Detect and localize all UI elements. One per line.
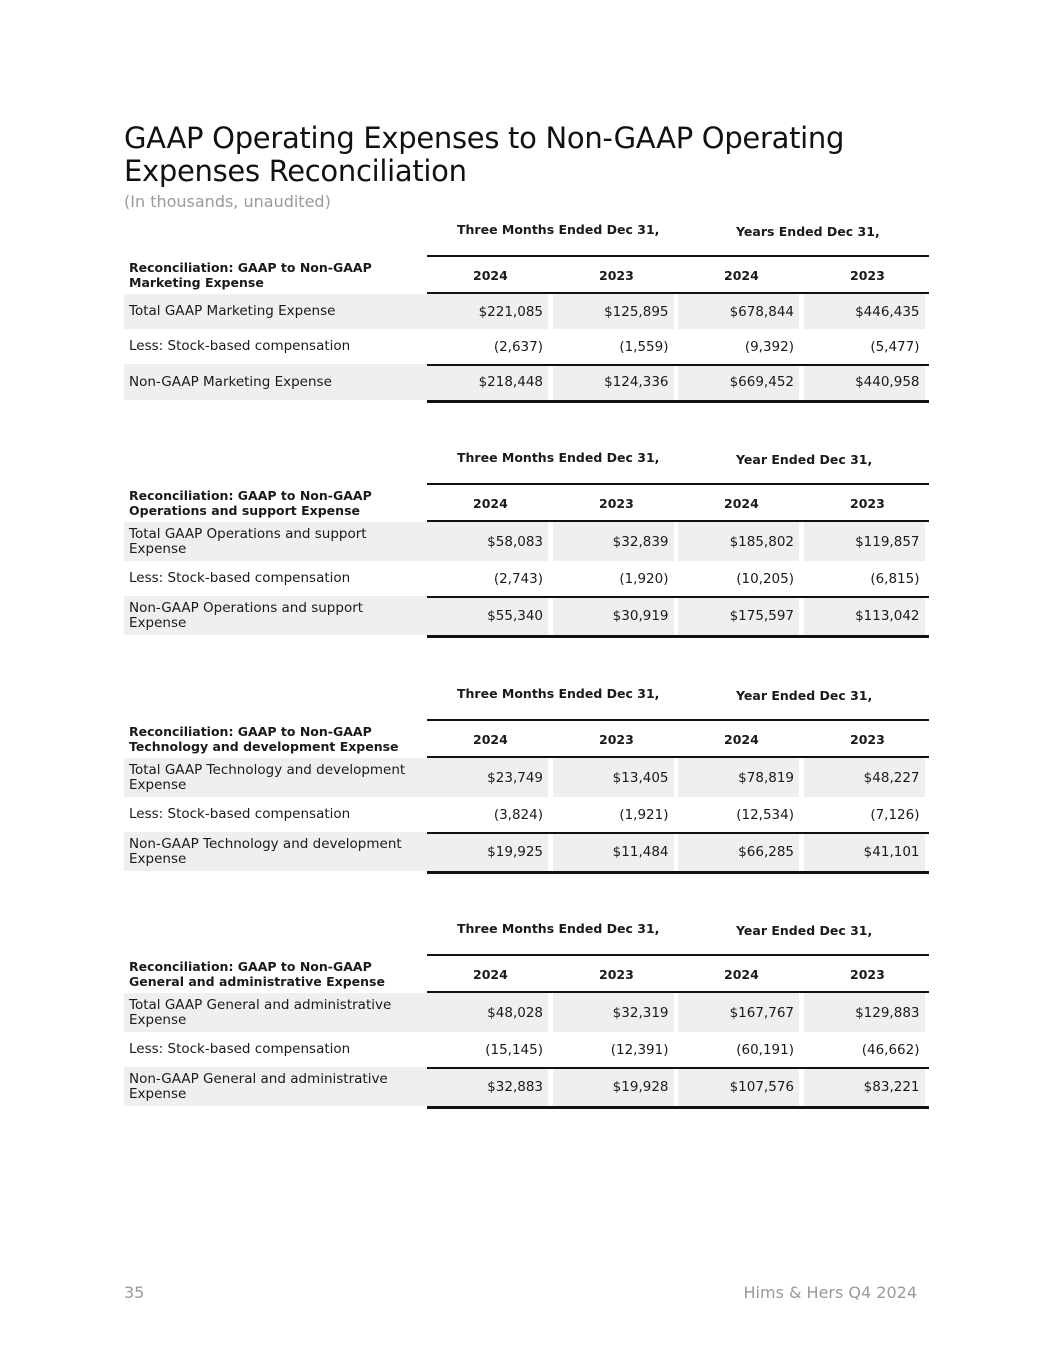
year-column-header: 2024 [473, 732, 508, 747]
stock-comp-row [124, 1032, 929, 1067]
value-cell: $23,749 [427, 758, 548, 797]
column-header-row [124, 484, 929, 522]
value-cell: (12,391) [610, 1041, 669, 1058]
reconciliation-table [124, 446, 929, 635]
stock-comp-row [124, 329, 929, 364]
period-year-label: Year Ended Dec 31, [736, 923, 873, 938]
row-label: Less: Stock-based compensation [129, 1041, 351, 1058]
value-cell: $678,844 [678, 294, 799, 329]
value-cell: $119,857 [804, 522, 925, 561]
value-cell: (2,637) [493, 338, 543, 355]
year-column-header: 2023 [850, 496, 885, 511]
total-bottom-rule [427, 400, 929, 403]
non-gaap-row [124, 1067, 929, 1106]
gaap-row [124, 758, 929, 797]
value-cell: $218,448 [427, 364, 548, 400]
stock-comp-row [124, 797, 929, 832]
non-gaap-row [124, 832, 929, 871]
value-cell: (12,534) [736, 806, 794, 823]
period-year-label: Years Ended Dec 31, [736, 224, 880, 239]
row-label: Total GAAP Marketing Expense [124, 294, 427, 329]
row-label: Non-GAAP Operations and support Expense [124, 596, 427, 635]
value-cell: $221,085 [427, 294, 548, 329]
value-cell: (7,126) [870, 806, 920, 823]
value-cell: (1,920) [619, 570, 669, 587]
year-column-header: 2024 [473, 496, 508, 511]
value-cell: $58,083 [427, 522, 548, 561]
row-label: Total GAAP Technology and development Expense [124, 758, 427, 797]
value-cell: $78,819 [678, 758, 799, 797]
year-column-header: 2024 [724, 967, 759, 982]
value-cell: $83,221 [804, 1067, 925, 1106]
value-cell: $32,883 [427, 1067, 548, 1106]
reconciliation-table [124, 917, 929, 1106]
value-cell: $32,319 [553, 993, 674, 1032]
period-quarter-label: Three Months Ended Dec 31, [457, 450, 660, 465]
value-cell: $107,576 [678, 1067, 799, 1106]
year-column-header: 2023 [599, 268, 634, 283]
value-cell: $129,883 [804, 993, 925, 1032]
period-header-row [124, 218, 929, 256]
column-header-row [124, 955, 929, 993]
page-title: GAAP Operating Expenses to Non-GAAP Operating Expenses Reconciliation [124, 121, 845, 188]
total-top-rule [427, 832, 929, 834]
total-bottom-rule [427, 635, 929, 638]
total-bottom-rule [427, 1106, 929, 1109]
table-header-label: Reconciliation: GAAP to Non-GAAP Marketing Expense [129, 260, 372, 290]
row-label: Non-GAAP General and administrative Expense [124, 1067, 427, 1106]
period-quarter-label: Three Months Ended Dec 31, [457, 222, 660, 237]
value-cell: $124,336 [553, 364, 674, 400]
table-header-label: Reconciliation: GAAP to Non-GAAP Operations and support Expense [129, 488, 372, 518]
period-header-row [124, 682, 929, 720]
table-header-label: Reconciliation: GAAP to Non-GAAP Technology and development Expense [129, 724, 399, 754]
year-column-header: 2023 [850, 732, 885, 747]
row-label: Non-GAAP Marketing Expense [124, 364, 427, 400]
period-quarter-label: Three Months Ended Dec 31, [457, 921, 660, 936]
period-header-row [124, 917, 929, 955]
table-header-label: Reconciliation: GAAP to Non-GAAP General and administrative Expense [129, 959, 385, 989]
value-cell: $167,767 [678, 993, 799, 1032]
value-cell: $66,285 [678, 832, 799, 871]
value-cell: (46,662) [861, 1041, 920, 1058]
value-cell: $440,958 [804, 364, 925, 400]
value-cell: $48,227 [804, 758, 925, 797]
year-column-header: 2023 [599, 967, 634, 982]
footer-brand: Hims & Hers Q4 2024 [743, 1283, 917, 1302]
total-top-rule [427, 1067, 929, 1069]
value-cell: (1,559) [619, 338, 669, 355]
value-cell: $41,101 [804, 832, 925, 871]
page-subtitle: (In thousands, unaudited) [124, 192, 331, 211]
gaap-row [124, 294, 929, 329]
period-year-label: Year Ended Dec 31, [736, 452, 873, 467]
year-column-header: 2024 [473, 967, 508, 982]
year-column-header: 2024 [724, 268, 759, 283]
value-cell: (5,477) [870, 338, 920, 355]
reconciliation-table [124, 682, 929, 871]
gaap-row [124, 522, 929, 561]
value-cell: $113,042 [804, 596, 925, 635]
value-cell: (3,824) [493, 806, 543, 823]
row-label: Less: Stock-based compensation [129, 570, 351, 587]
row-label: Less: Stock-based compensation [129, 806, 351, 823]
stock-comp-row [124, 561, 929, 596]
value-cell: $55,340 [427, 596, 548, 635]
year-column-header: 2023 [850, 268, 885, 283]
value-cell: $125,895 [553, 294, 674, 329]
page-number: 35 [124, 1283, 145, 1302]
year-column-header: 2023 [599, 732, 634, 747]
value-cell: (15,145) [485, 1041, 543, 1058]
non-gaap-row [124, 364, 929, 400]
row-label: Total GAAP Operations and support Expense [124, 522, 427, 561]
row-label: Total GAAP General and administrative Expense [124, 993, 427, 1032]
value-cell: (10,205) [736, 570, 794, 587]
value-cell: $19,928 [553, 1067, 674, 1106]
period-header-row [124, 446, 929, 484]
value-cell: $669,452 [678, 364, 799, 400]
year-column-header: 2024 [473, 268, 508, 283]
total-bottom-rule [427, 871, 929, 874]
period-year-label: Year Ended Dec 31, [736, 688, 873, 703]
value-cell: (1,921) [619, 806, 669, 823]
period-quarter-label: Three Months Ended Dec 31, [457, 686, 660, 701]
value-cell: $446,435 [804, 294, 925, 329]
value-cell: (60,191) [736, 1041, 794, 1058]
row-label: Less: Stock-based compensation [129, 338, 351, 355]
non-gaap-row [124, 596, 929, 635]
value-cell: $11,484 [553, 832, 674, 871]
value-cell: (2,743) [493, 570, 543, 587]
gaap-row [124, 993, 929, 1032]
value-cell: $48,028 [427, 993, 548, 1032]
value-cell: $19,925 [427, 832, 548, 871]
total-top-rule [427, 364, 929, 366]
column-header-row [124, 256, 929, 294]
value-cell: $175,597 [678, 596, 799, 635]
year-column-header: 2023 [599, 496, 634, 511]
value-cell: $32,839 [553, 522, 674, 561]
value-cell: $185,802 [678, 522, 799, 561]
value-cell: $13,405 [553, 758, 674, 797]
year-column-header: 2023 [850, 967, 885, 982]
total-top-rule [427, 596, 929, 598]
value-cell: $30,919 [553, 596, 674, 635]
value-cell: (9,392) [744, 338, 794, 355]
row-label: Non-GAAP Technology and development Expense [124, 832, 427, 871]
reconciliation-table [124, 218, 929, 400]
value-cell: (6,815) [870, 570, 920, 587]
year-column-header: 2024 [724, 732, 759, 747]
column-header-row [124, 720, 929, 758]
year-column-header: 2024 [724, 496, 759, 511]
